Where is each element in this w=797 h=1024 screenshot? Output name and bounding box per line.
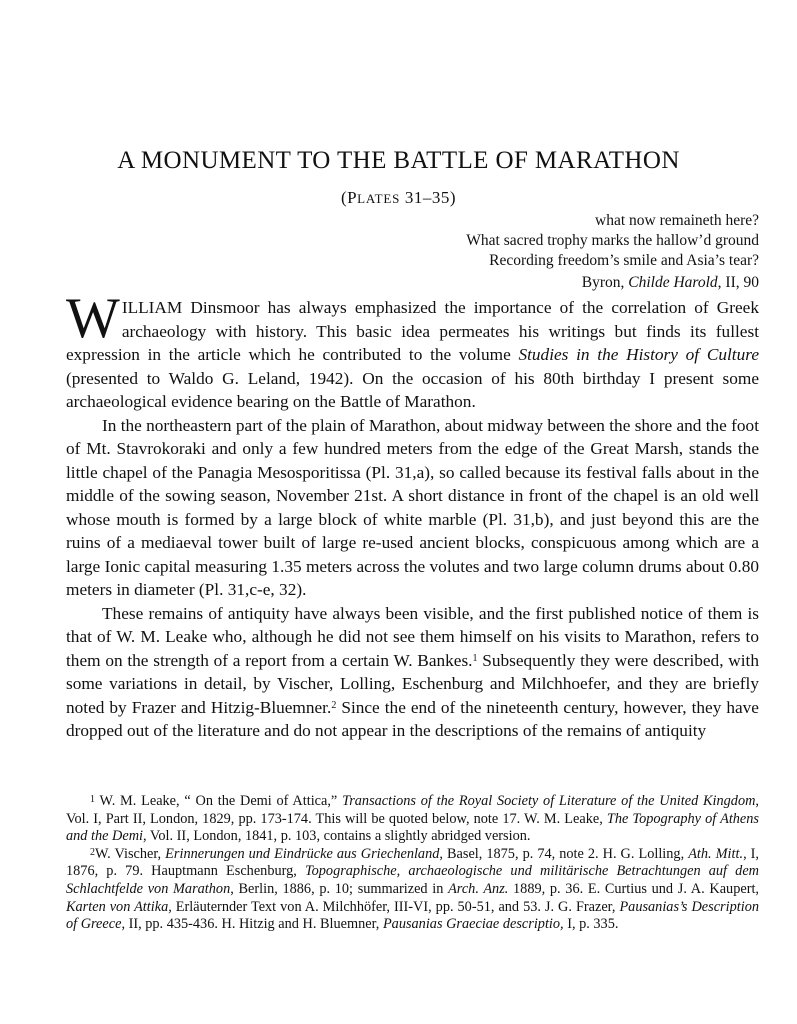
fn1-d: The Topography of Athens and the Demi	[66, 810, 759, 845]
article-body	[66, 287, 760, 743]
epigraph-attribution	[466, 273, 759, 293]
footnote-2	[66, 846, 759, 934]
fn2-l: Pausanias’s Description of Greece	[66, 898, 759, 933]
plates-initial: P	[347, 188, 358, 207]
plates-reference	[0, 188, 797, 209]
footnote-ref-2[interactable]: 2	[331, 699, 337, 711]
paragraph-3-text-a: These remains of antiquity have always been visible, and the first published notice of them is that of W. M. Leake who, although he did not see them himself on his visits to Marathon, refers to them on the strength of a report from a certain W. Bankes.	[66, 603, 759, 670]
paragraph-3-text-b: Subsequently they were described, with some variations in detail, by Vischer, Lolling, Eschenburg and Milchhoefer, and they are briefly noted by Frazer and Hitzig-Bluemner.	[66, 650, 760, 717]
fn1-c: , Vol. I, Part II, London, 1829, pp. 173-174. This will be quoted below, note 17. W. M. Leake,	[66, 793, 759, 827]
epigraph-line: Recording freedom’s smile and Asia’s tear?	[489, 252, 759, 269]
fn2-o: I, p. 335.	[563, 916, 619, 933]
fn1-e: , Vol. II, London, 1841, p. 103, contains a slightly abridged version.	[143, 828, 531, 845]
footnote-number: 1	[90, 794, 95, 805]
fn2-e: , I, 1876, p. 79. Hauptmann Eschenburg,	[66, 845, 760, 880]
paragraph-1-text-c: (presented to Waldo G. Leland, 1942). On the occasion of his 80th birthday I present some archaeological evidence bearing on the Battle of Marathon.	[66, 368, 759, 411]
fn2-k: Erläuternder Text von A. Milchhöfer, III-VI, pp. 50-51, and 53. J. G. Frazer,	[171, 898, 620, 915]
fn2-f: Topographische, archaeologische und militärische Betrachtungen auf dem Schlachtfelde von Marathon	[66, 863, 759, 897]
paragraph-1	[66, 287, 759, 414]
plates-open: (	[340, 188, 348, 207]
footnote-number: 2	[90, 846, 95, 858]
epigraph-ref: , II, 90	[717, 274, 759, 291]
fn2-d: Ath. Mitt.	[688, 845, 744, 862]
fn2-a: W. Vischer,	[95, 845, 166, 862]
fn2-j: Karten von Attika,	[66, 898, 172, 915]
fn2-g: , Berlin, 1886, p. 10; summarized in	[230, 880, 449, 897]
footnote-ref-1[interactable]: 1	[472, 652, 478, 664]
paragraph-3-text-c: Since the end of the nineteenth century, however, they have dropped out of the literature and do not appear in the descriptions of the remains of antiquity	[66, 697, 759, 740]
article-title: A MONUMENT TO THE BATTLE OF MARATHON	[117, 147, 680, 174]
epigraph-line: What sacred trophy marks the hallow’d ground	[466, 232, 759, 249]
drop-cap: W	[66, 287, 120, 350]
book-title: Studies in the History of Culture	[518, 345, 759, 364]
paragraph-2: In the northeastern part of the plain of Marathon, about midway between the shore and the foot of Mt. Stavrokoraki and only a few hundred meters from the edge of the Great Marsh, stands the little chapel of the Panagia Mesosporitissa (Pl. 31,a), so called because its festival falls about in the middle of the sowing season, November 21st. A short distance in front of the chapel is an old well whose mouth is formed by a large block of white marble (Pl. 31,b), and just beyond this are the ruins of a mediaeval tower built of large re-used ancient blocks, conspicuous among which are a large Ionic capital measuring 1.35 meters across the volutes and two large column drums about 0.80 meters in diameter (Pl. 31,c-e, 32).	[66, 415, 759, 599]
plates-smallcaps: LATES	[357, 191, 401, 206]
epigraph	[466, 211, 759, 293]
paragraph-3	[66, 602, 759, 743]
fn2-b: Erinnerungen und Eindrücke aus Griechenland	[165, 845, 440, 862]
fn1-a: W. M. Leake, “ On the Demi of Attica,”	[95, 793, 343, 809]
epigraph-author: Byron,	[581, 274, 629, 291]
fn2-m: , II, pp. 435-436. H. Hitzig and H. Bluemner,	[121, 916, 383, 933]
epigraph-line: what now remaineth here?	[595, 212, 759, 229]
paragraph-1-text-a: ILLIAM Dinsmoor has always emphasized the importance of the correlation of Greek archaeology with history. This basic idea permeates his writings but finds its fullest expression in the article which he contributed to the volume	[66, 298, 759, 364]
footnotes	[66, 793, 759, 934]
fn2-c: , Basel, 1875, p. 74, note 2. H. G. Lolling,	[439, 845, 689, 862]
fn2-i: 1889, p. 36. E. Curtius und J. A. Kaupert,	[508, 880, 759, 897]
plates-range: 31–35)	[404, 188, 457, 207]
footnote-1	[66, 793, 759, 846]
fn2-n: Pausanias Graeciae descriptio,	[382, 916, 564, 933]
epigraph-work: Childe Harold	[628, 274, 718, 291]
fn2-h: Arch. Anz.	[448, 880, 509, 897]
fn1-b: Transactions of the Royal Society of Literature of the United Kingdom	[342, 793, 756, 809]
